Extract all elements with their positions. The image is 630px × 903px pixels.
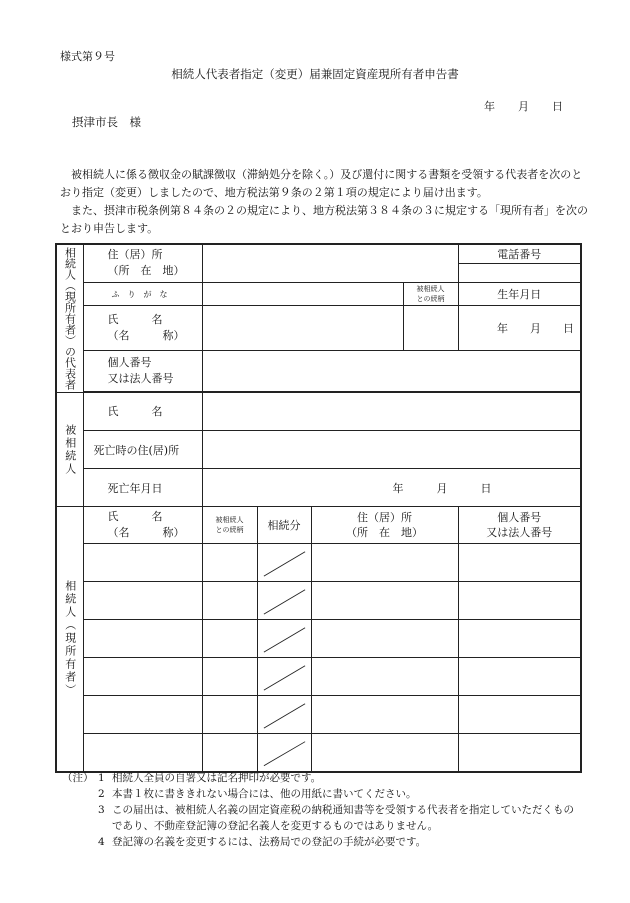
heir-address-field[interactable] — [311, 582, 458, 620]
heirs-col-name — [83, 507, 202, 544]
heir-address-field[interactable] — [311, 658, 458, 696]
note-item — [62, 770, 592, 786]
heir-share-field[interactable] — [257, 696, 311, 734]
rep-birthdate-field[interactable] — [458, 306, 581, 351]
heir-share-field[interactable] — [257, 620, 311, 658]
death-date-field[interactable] — [202, 469, 581, 507]
heir-share-field[interactable] — [257, 582, 311, 620]
rep-id-label — [83, 351, 202, 392]
note-item — [62, 834, 592, 850]
heir-name-field[interactable] — [83, 734, 202, 772]
heir-name-field[interactable] — [83, 544, 202, 582]
heir-relation-field[interactable] — [202, 582, 257, 620]
rep-address-label-line2: （所 在 地） — [107, 264, 185, 278]
heir-row — [56, 658, 581, 696]
rep-address-label — [83, 244, 202, 282]
share-slash-icon — [258, 696, 311, 733]
share-slash-icon — [258, 658, 311, 695]
death-date-label: 死亡年月日 — [83, 469, 202, 507]
year-label: 年 — [484, 100, 495, 113]
rep-name-label-line2: （名 称） — [107, 329, 185, 343]
notes-mark: （注） — [62, 772, 94, 784]
death-day: 日 — [480, 481, 492, 495]
heirs-col-relation-line2: との続柄 — [215, 526, 244, 534]
deceased-address-label: 死亡時の住(居)所 — [83, 431, 202, 469]
heir-address-field[interactable] — [311, 544, 458, 582]
note-text: この届出は、被相続人名義の固定資産税の納税通知書等を受領する代表者を指定していただくものであり、不動産登記簿の登記名義人を変更するものではありません。 — [112, 804, 574, 832]
heirs-col-id-line1: 個人番号 — [497, 511, 542, 524]
deceased-section-label: 被相続人 — [56, 393, 83, 507]
heirs-col-address — [311, 507, 458, 544]
rep-name-label-line1: 氏 名 — [107, 313, 163, 327]
heir-address-field[interactable] — [311, 696, 458, 734]
heir-relation-field[interactable] — [202, 734, 257, 772]
heir-id-field[interactable] — [458, 734, 581, 772]
heir-id-field[interactable] — [458, 544, 581, 582]
heirs-section-label: 相続人（現所有者） — [56, 507, 83, 772]
note-number: 1 — [98, 772, 105, 784]
note-text: 相続人全員の自署又は記名押印が必要です。 — [112, 772, 322, 784]
rep-address-label-line1: 住（居）所 — [107, 248, 163, 262]
rep-birth-month: 月 — [530, 322, 541, 336]
rep-id-label-line2: 又は法人番号 — [107, 372, 174, 386]
rep-birthdate-label: 生年月日 — [458, 282, 581, 306]
declaration-paragraph-1: 被相続人に係る徴収金の賦課徴収（滞納処分を除く。）及び還付に関する書類を受領する代表者を次のとおり指定（変更）しましたので、地方税法第９条の２第１項の規定により届け出ます。 — [60, 168, 583, 199]
heir-id-field[interactable] — [458, 658, 581, 696]
rep-relation-label — [403, 282, 458, 306]
heir-relation-field[interactable] — [202, 620, 257, 658]
form-title: 相続人代表者指定（変更）届兼固定資産現所有者申告書 — [171, 67, 459, 81]
heir-name-field[interactable] — [83, 582, 202, 620]
heir-name-field[interactable] — [83, 620, 202, 658]
heir-id-field[interactable] — [458, 620, 581, 658]
heir-row — [56, 582, 581, 620]
heirs-col-id-line2: 又は法人番号 — [486, 526, 553, 539]
rep-id-label-line1: 個人番号 — [107, 356, 152, 370]
heir-name-field[interactable] — [83, 696, 202, 734]
rep-furigana-field[interactable] — [202, 282, 403, 306]
rep-phone-field[interactable] — [458, 263, 581, 282]
share-slash-icon — [258, 734, 311, 771]
declaration-paragraph-2: また、摂津市税条例第８４条の２の規定により、地方税法第３８４条の３に規定する「現所有者」を次のとおり申告します。 — [60, 204, 588, 235]
heirs-col-address-line1: 住（居）所 — [357, 511, 412, 524]
heir-row — [56, 544, 581, 582]
rep-address-field[interactable] — [202, 244, 458, 282]
rep-relation-label-line1: 被相続人 — [416, 285, 445, 294]
rep-relation-label-line2: との続柄 — [416, 295, 445, 304]
heir-relation-field[interactable] — [202, 658, 257, 696]
note-item — [62, 802, 592, 834]
rep-furigana-label: ふりがな — [83, 282, 202, 306]
death-year: 年 — [392, 481, 404, 495]
heirs-col-relation — [202, 507, 257, 544]
heirs-col-address-line2: （所 在 地） — [346, 526, 423, 539]
share-slash-icon — [258, 620, 311, 657]
note-number: 3 — [98, 804, 105, 816]
death-month: 月 — [436, 481, 448, 495]
heir-share-field[interactable] — [257, 734, 311, 772]
rep-phone-label: 電話番号 — [458, 244, 581, 263]
note-number: 2 — [98, 788, 105, 800]
heir-id-field[interactable] — [458, 582, 581, 620]
addressee: 摂津市長 様 — [72, 115, 141, 129]
heir-name-field[interactable] — [83, 658, 202, 696]
rep-name-field[interactable] — [202, 306, 403, 351]
deceased-name-label: 氏 名 — [83, 393, 202, 431]
day-label: 日 — [552, 100, 563, 113]
month-label: 月 — [518, 100, 529, 113]
share-slash-icon — [258, 544, 311, 581]
heirs-col-share: 相続分 — [257, 507, 311, 544]
rep-name-label — [83, 306, 202, 351]
heirs-col-id — [458, 507, 581, 544]
heir-address-field[interactable] — [311, 620, 458, 658]
deceased-name-field[interactable] — [202, 393, 581, 431]
application-form-table — [55, 243, 582, 773]
rep-id-field[interactable] — [202, 351, 581, 392]
form-number: 様式第９号 — [60, 50, 115, 63]
rep-birth-day: 日 — [563, 322, 574, 336]
deceased-address-field[interactable] — [202, 431, 581, 469]
heir-id-field[interactable] — [458, 696, 581, 734]
heir-address-field[interactable] — [311, 734, 458, 772]
notes-section — [62, 770, 592, 850]
heirs-col-name-line1: 氏 名 — [107, 510, 163, 523]
heir-share-field[interactable] — [257, 544, 311, 582]
note-text: 登記簿の名義を変更するには、法務局での登記の手続が必要です。 — [112, 836, 427, 848]
note-text: 本書１枚に書ききれない場合には、他の用紙に書いてください。 — [112, 788, 417, 800]
submission-date — [484, 98, 563, 114]
heir-row — [56, 696, 581, 734]
note-item — [62, 786, 592, 802]
heir-row — [56, 734, 581, 772]
rep-birth-year: 年 — [497, 322, 508, 336]
rep-relation-field[interactable] — [403, 306, 458, 351]
heirs-col-name-line2: （名 称） — [107, 526, 185, 539]
heirs-col-relation-line1: 被相続人 — [215, 516, 244, 524]
heir-relation-field[interactable] — [202, 544, 257, 582]
heir-relation-field[interactable] — [202, 696, 257, 734]
heir-share-field[interactable] — [257, 658, 311, 696]
note-number: 4 — [98, 836, 105, 848]
share-slash-icon — [258, 582, 311, 619]
heir-row — [56, 620, 581, 658]
representative-section-label: 相続人（現所有者）の代表者 — [56, 244, 83, 393]
